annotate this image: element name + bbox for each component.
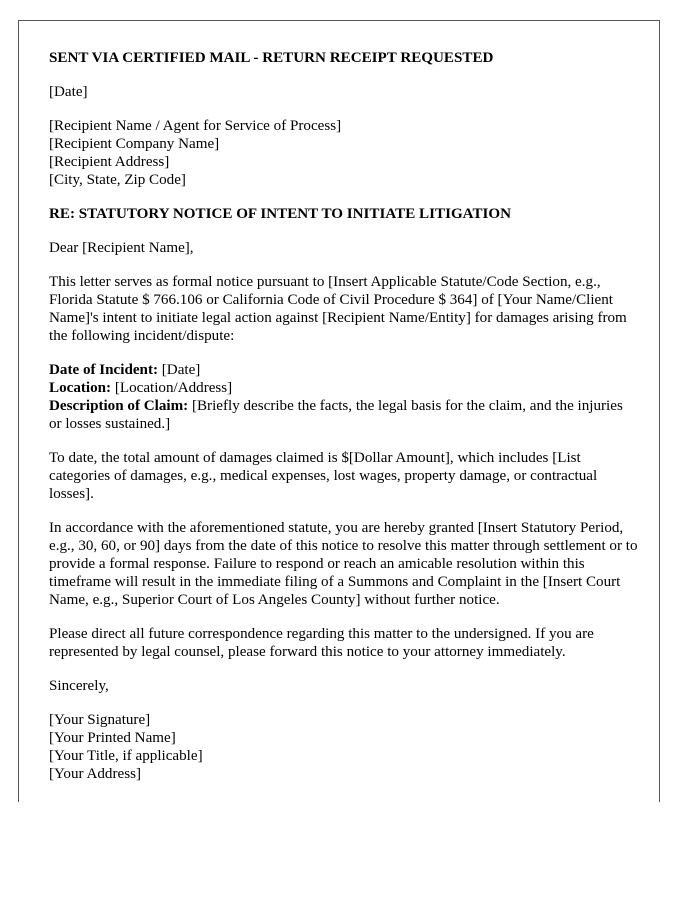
salutation: Dear [Recipient Name], — [49, 240, 194, 256]
incident-details — [49, 361, 639, 433]
letter-body — [49, 49, 639, 799]
letter-date: [Date] — [49, 84, 88, 100]
statutory-period-paragraph: In accordance with the aforementioned statute, you are hereby granted [Insert Statutory Period, e.g., 30, 60, or 90] days from the date of this notice to resolve this matter through settlement or to provide a formal response. Failure to respond or reach an amicable resolution within this timeframe will result in the immediate filing of a Summons and Complaint in the [Insert Court Name, e.g., Superior Court of Los Angeles County] without further notice. — [49, 520, 638, 608]
closing: Sincerely, — [49, 678, 109, 694]
incident-location-line — [49, 379, 639, 397]
intro-paragraph: This letter serves as formal notice pursuant to [Insert Applicable Statute/Code Section, e.g., Florida Statute $ 766.106 or California Code of Civil Procedure $ 364] of [Your Name/Client Name]'s intent to initiate legal action against [Recipient Name/Entity] for damages arising from the following incident/dispute: — [49, 274, 627, 344]
subject-heading: RE: STATUTORY NOTICE OF INTENT TO INITIATE LITIGATION — [49, 206, 512, 222]
incident-date-value: [Date] — [158, 362, 201, 378]
claim-description-label: Description of Claim: — [49, 398, 189, 414]
correspondence-paragraph: Please direct all future correspondence regarding this matter to the undersigned. If you are represented by legal counsel, please forward this notice to your attorney immediately. — [49, 626, 594, 660]
recipient-address: [Recipient Address] — [49, 154, 170, 170]
incident-date-line — [49, 361, 639, 379]
damages-paragraph: To date, the total amount of damages claimed is $[Dollar Amount], which includes [List categories of damages, e.g., medical expenses, lost wages, property damage, or contractual losses]. — [49, 450, 598, 502]
signature-placeholder: [Your Signature] — [49, 712, 151, 728]
letter-page — [18, 20, 660, 802]
signature-block — [49, 711, 639, 783]
signer-address: [Your Address] — [49, 766, 141, 782]
incident-location-value: [Location/Address] — [111, 380, 233, 396]
recipient-block — [49, 117, 639, 189]
incident-location-label: Location: — [49, 380, 112, 396]
recipient-name: [Recipient Name / Agent for Service of Process] — [49, 118, 342, 134]
signer-title: [Your Title, if applicable] — [49, 748, 203, 764]
printed-name: [Your Printed Name] — [49, 730, 176, 746]
claim-description-value: [Briefly describe the facts, the legal basis for the claim, and the injuries or losses sustained.] — [49, 398, 623, 432]
certified-mail-heading: SENT VIA CERTIFIED MAIL - RETURN RECEIPT REQUESTED — [49, 50, 494, 66]
recipient-city-state-zip: [City, State, Zip Code] — [49, 172, 186, 188]
incident-date-label: Date of Incident: — [49, 362, 158, 378]
recipient-company: [Recipient Company Name] — [49, 136, 220, 152]
claim-description-line — [49, 397, 639, 433]
